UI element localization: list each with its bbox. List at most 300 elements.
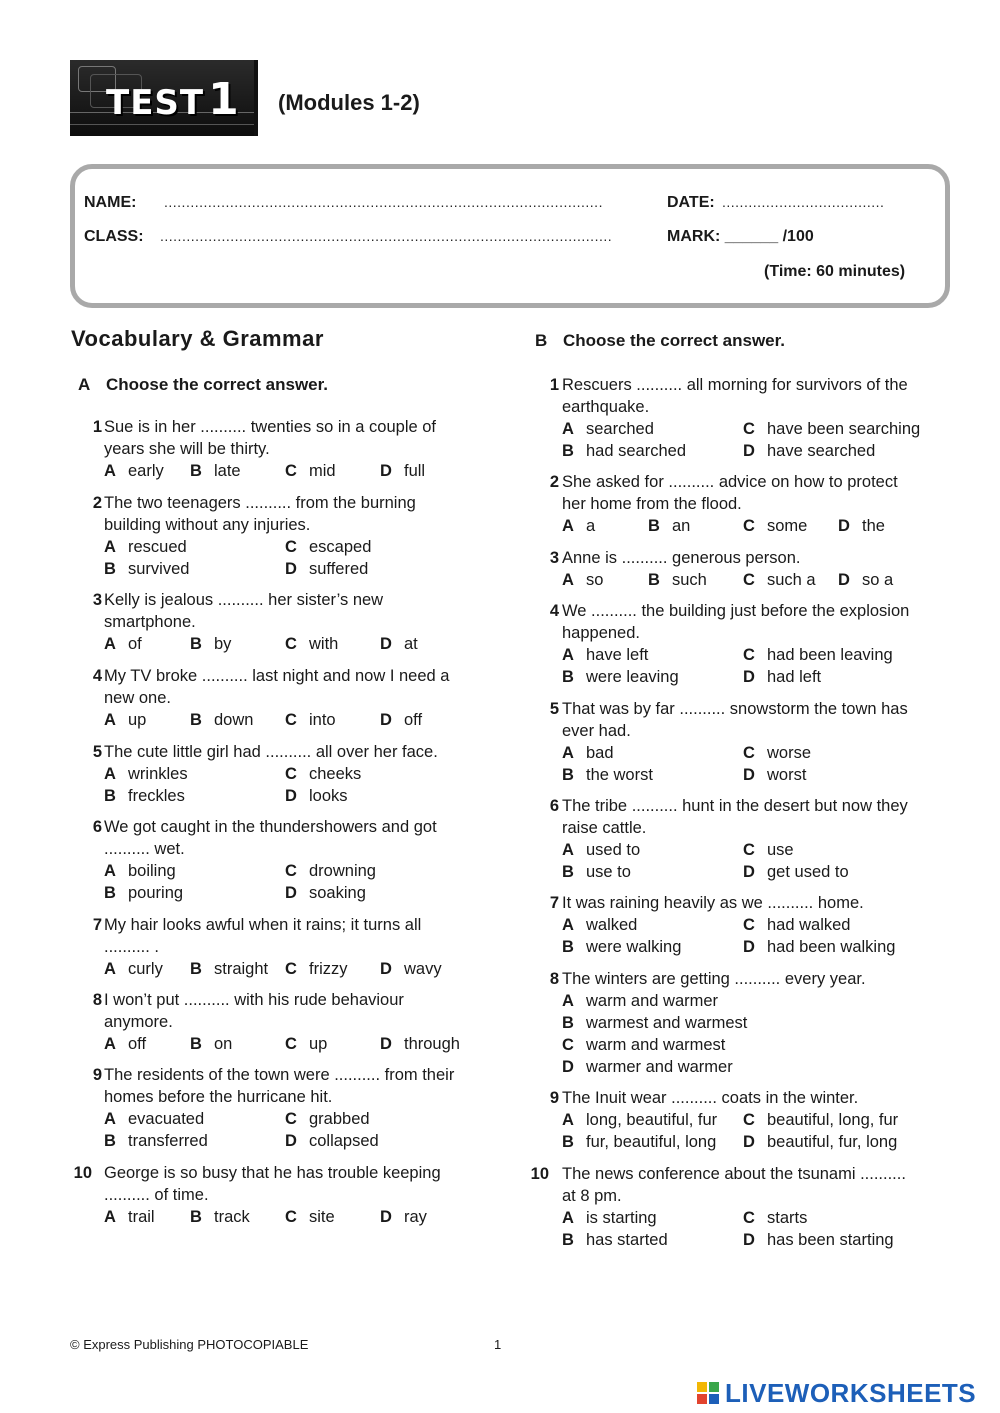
option-letter: D xyxy=(380,462,392,480)
option-d[interactable] xyxy=(838,569,893,591)
option-letter: C xyxy=(285,765,297,783)
option-a[interactable] xyxy=(562,1207,657,1229)
option-text: have left xyxy=(586,646,649,664)
option-a[interactable] xyxy=(562,1109,717,1131)
name-field[interactable]: .................................................................................................... xyxy=(164,194,603,210)
option-d[interactable] xyxy=(743,1229,894,1251)
option-text: frizzy xyxy=(309,960,348,978)
option-letter: B xyxy=(562,863,574,881)
option-letter: A xyxy=(562,744,574,762)
option-b[interactable] xyxy=(190,958,268,980)
option-text: such a xyxy=(767,571,816,589)
option-text: evacuated xyxy=(128,1110,205,1128)
option-text: such xyxy=(672,571,707,589)
option-d[interactable] xyxy=(838,515,885,537)
option-text: had left xyxy=(767,668,822,686)
option-b[interactable] xyxy=(190,460,241,482)
option-letter: C xyxy=(743,571,755,589)
question-text-line: The cute little girl had .......... all over her face. xyxy=(104,743,438,761)
class-field[interactable]: ....................................................................................................... xyxy=(160,228,613,244)
option-text: the xyxy=(862,517,885,535)
option-letter: B xyxy=(104,560,116,578)
question-text-line: .......... of time. xyxy=(104,1186,209,1204)
question-text-line: raise cattle. xyxy=(562,819,647,837)
option-letter: A xyxy=(562,1209,574,1227)
question-number: 8 xyxy=(92,991,102,1009)
option-c[interactable] xyxy=(285,709,336,731)
option-text: off xyxy=(128,1035,147,1053)
part-b-heading xyxy=(535,331,785,351)
option-letter: A xyxy=(104,1110,116,1128)
option-text: soaking xyxy=(309,884,366,902)
option-text: of xyxy=(128,635,142,653)
option-a[interactable] xyxy=(104,633,142,655)
question-number: 6 xyxy=(92,818,102,836)
option-c[interactable] xyxy=(743,515,807,537)
option-text: have been searching xyxy=(767,420,921,438)
option-letter: D xyxy=(285,884,297,902)
option-text: grabbed xyxy=(309,1110,370,1128)
option-letter: A xyxy=(104,960,116,978)
option-letter: B xyxy=(562,1231,574,1249)
option-b[interactable] xyxy=(104,785,185,807)
option-a[interactable] xyxy=(562,742,614,764)
option-c[interactable] xyxy=(743,1109,898,1131)
option-c[interactable] xyxy=(743,742,811,764)
option-text: boiling xyxy=(128,862,176,880)
option-text: collapsed xyxy=(309,1132,379,1150)
option-letter: D xyxy=(380,711,392,729)
option-a[interactable] xyxy=(104,1033,146,1055)
option-b[interactable] xyxy=(104,558,189,580)
option-c[interactable] xyxy=(285,1033,327,1055)
option-b[interactable] xyxy=(562,666,679,688)
option-a[interactable] xyxy=(562,839,640,861)
option-b[interactable] xyxy=(648,515,690,537)
option-text: were walking xyxy=(586,938,682,956)
option-c[interactable] xyxy=(562,1034,725,1056)
question-text-line: ever had. xyxy=(562,722,631,740)
option-b[interactable] xyxy=(190,1206,250,1228)
question-text-line: smartphone. xyxy=(104,613,196,631)
question-number: 5 xyxy=(549,700,559,718)
option-letter: D xyxy=(743,442,755,460)
option-letter: B xyxy=(562,442,574,460)
option-letter: C xyxy=(743,744,755,762)
option-letter: A xyxy=(104,1208,116,1226)
option-text: so a xyxy=(862,571,894,589)
option-letter: A xyxy=(104,765,116,783)
time-note: (Time: 60 minutes) xyxy=(764,263,906,280)
question-number: 3 xyxy=(549,549,559,567)
option-text: drowning xyxy=(309,862,376,880)
question-text-line: We .......... the building just before the explosion xyxy=(562,602,910,620)
option-c[interactable] xyxy=(285,633,338,655)
option-text: had been walking xyxy=(767,938,896,956)
option-b[interactable] xyxy=(562,936,681,958)
option-letter: B xyxy=(190,711,202,729)
option-a[interactable] xyxy=(104,460,164,482)
option-letter: A xyxy=(104,711,116,729)
option-letter: C xyxy=(285,1208,297,1226)
option-letter: B xyxy=(104,884,116,902)
option-text: ray xyxy=(404,1208,427,1226)
test-badge xyxy=(70,60,254,136)
option-letter: A xyxy=(104,538,116,556)
page-number: 1 xyxy=(494,1337,502,1352)
question-number: 5 xyxy=(92,743,102,761)
question-text-line: My hair looks awful when it rains; it turns all xyxy=(104,916,422,934)
option-c[interactable] xyxy=(285,763,361,785)
option-letter: D xyxy=(285,1132,297,1150)
option-text: wavy xyxy=(404,960,442,978)
question-number: 2 xyxy=(92,494,102,512)
option-letter: B xyxy=(104,1132,116,1150)
option-text: have searched xyxy=(767,442,876,460)
part-a-letter: A xyxy=(78,375,91,394)
option-b[interactable] xyxy=(190,1033,232,1055)
option-text: had searched xyxy=(586,442,686,460)
option-b[interactable] xyxy=(562,764,653,786)
option-text: by xyxy=(214,635,232,653)
option-d[interactable] xyxy=(380,1206,427,1228)
option-c[interactable] xyxy=(743,418,920,440)
option-text: off xyxy=(404,711,423,729)
option-letter: B xyxy=(648,517,660,535)
option-letter: D xyxy=(380,1035,392,1053)
part-b-instruction: Choose the correct answer. xyxy=(563,331,786,350)
option-text: track xyxy=(214,1208,250,1226)
option-b[interactable] xyxy=(104,882,183,904)
option-d[interactable] xyxy=(285,785,348,807)
option-text: worse xyxy=(767,744,812,762)
option-letter: A xyxy=(562,571,574,589)
section-title: Vocabulary & Grammar xyxy=(71,326,324,351)
question-number: 1 xyxy=(92,418,102,436)
option-text: warm and warmer xyxy=(586,992,719,1010)
option-text: worst xyxy=(767,766,807,784)
question-text-line: The residents of the town were .......... from their xyxy=(104,1066,455,1084)
liveworksheets-logo xyxy=(697,1378,976,1409)
option-letter: C xyxy=(743,517,755,535)
test-subtitle: (Modules 1-2) xyxy=(278,90,420,115)
option-b[interactable] xyxy=(562,1229,668,1251)
option-letter: C xyxy=(285,538,297,556)
option-text: fur, beautiful, long xyxy=(586,1133,717,1151)
question-number: 9 xyxy=(92,1066,102,1084)
option-a[interactable] xyxy=(562,418,654,440)
option-text: cheeks xyxy=(309,765,362,783)
option-text: warmest and warmest xyxy=(586,1014,748,1032)
option-d[interactable] xyxy=(380,633,418,655)
option-c[interactable] xyxy=(743,839,794,861)
option-d[interactable] xyxy=(743,936,895,958)
option-letter: A xyxy=(562,841,574,859)
option-letter: C xyxy=(743,1209,755,1227)
option-a[interactable] xyxy=(104,763,188,785)
class-label: CLASS: xyxy=(84,228,144,245)
option-d[interactable] xyxy=(743,764,806,786)
option-d[interactable] xyxy=(380,709,422,731)
liveworksheets-wordmark: LIVEWORKSHEETS xyxy=(725,1378,977,1408)
copyright-footer: © Express Publishing PHOTOCOPIABLE xyxy=(70,1337,309,1352)
badge-number: 1 xyxy=(208,74,240,125)
option-b[interactable] xyxy=(104,1130,208,1152)
date-field[interactable]: ..................................... xyxy=(722,194,885,210)
option-text: rescued xyxy=(128,538,187,556)
option-a[interactable] xyxy=(562,515,595,537)
option-letter: B xyxy=(562,1133,574,1151)
option-b[interactable] xyxy=(562,861,631,883)
option-letter: D xyxy=(285,560,297,578)
option-d[interactable] xyxy=(285,1130,379,1152)
option-b[interactable] xyxy=(562,440,686,462)
option-letter: A xyxy=(562,916,574,934)
option-text: a xyxy=(586,517,596,535)
question-text-line: George is so busy that he has trouble keeping xyxy=(104,1164,441,1182)
option-a[interactable] xyxy=(104,536,187,558)
question-text-line: her home from the flood. xyxy=(562,495,742,513)
option-c[interactable] xyxy=(743,569,816,591)
option-text: had walked xyxy=(767,916,851,934)
question-text-line: .......... . xyxy=(104,938,160,956)
option-letter: C xyxy=(285,635,297,653)
option-letter: B xyxy=(190,960,202,978)
option-a[interactable] xyxy=(562,990,718,1012)
option-letter: A xyxy=(562,1111,574,1129)
option-b[interactable] xyxy=(562,1131,716,1153)
option-d[interactable] xyxy=(743,440,875,462)
question-number: 1 xyxy=(549,376,559,394)
option-letter: D xyxy=(743,1133,755,1151)
option-text: walked xyxy=(586,916,638,934)
option-letter: D xyxy=(562,1058,574,1076)
option-letter: D xyxy=(743,766,755,784)
option-letter: A xyxy=(104,635,116,653)
option-d[interactable] xyxy=(743,1131,897,1153)
option-c[interactable] xyxy=(743,1207,807,1229)
option-letter: A xyxy=(562,992,574,1010)
question-text-line: building without any injuries. xyxy=(104,516,311,534)
question-text-line: She asked for .......... advice on how to protect xyxy=(562,473,898,491)
option-c[interactable] xyxy=(285,536,371,558)
option-b[interactable] xyxy=(648,569,707,591)
liveworksheets-icon xyxy=(697,1382,721,1406)
option-text: through xyxy=(404,1035,460,1053)
option-c[interactable] xyxy=(285,1108,370,1130)
option-letter: D xyxy=(838,517,850,535)
option-letter: D xyxy=(838,571,850,589)
option-c[interactable] xyxy=(743,914,850,936)
option-a[interactable] xyxy=(104,958,163,980)
option-text: full xyxy=(404,462,426,480)
option-letter: B xyxy=(190,462,202,480)
question-text-line: earthquake. xyxy=(562,398,650,416)
option-text: looks xyxy=(309,787,348,805)
option-a[interactable] xyxy=(562,644,648,666)
option-b[interactable] xyxy=(190,633,231,655)
option-d[interactable] xyxy=(743,861,849,883)
option-text: down xyxy=(214,711,254,729)
option-letter: C xyxy=(285,862,297,880)
question-number: 10 xyxy=(73,1164,92,1182)
option-a[interactable] xyxy=(104,1108,204,1130)
option-letter: A xyxy=(562,646,574,664)
option-letter: B xyxy=(190,1035,202,1053)
option-text: curly xyxy=(128,960,163,978)
option-text: long, beautiful, fur xyxy=(586,1111,718,1129)
option-letter: C xyxy=(285,1110,297,1128)
question-text-line: at 8 pm. xyxy=(562,1187,622,1205)
option-letter: D xyxy=(743,938,755,956)
option-letter: C xyxy=(285,960,297,978)
option-d[interactable] xyxy=(743,666,821,688)
option-letter: D xyxy=(743,1231,755,1249)
option-text: the worst xyxy=(586,766,653,784)
option-c[interactable] xyxy=(743,644,893,666)
option-letter: C xyxy=(743,916,755,934)
option-letter: D xyxy=(380,1208,392,1226)
option-text: used to xyxy=(586,841,641,859)
option-d[interactable] xyxy=(380,958,442,980)
option-text: an xyxy=(672,517,691,535)
option-letter: D xyxy=(285,787,297,805)
option-letter: C xyxy=(285,711,297,729)
option-letter: D xyxy=(380,635,392,653)
option-a[interactable] xyxy=(562,569,603,591)
option-letter: B xyxy=(562,766,574,784)
option-letter: B xyxy=(562,1014,574,1032)
option-text: at xyxy=(404,635,418,653)
part-a-instruction: Choose the correct answer. xyxy=(106,375,329,394)
option-d[interactable] xyxy=(562,1056,733,1078)
question-text-line: The winters are getting .......... every year. xyxy=(562,970,866,988)
option-text: into xyxy=(309,711,336,729)
option-text: use to xyxy=(586,863,631,881)
question-text-line: Rescuers .......... all morning for survivors of the xyxy=(562,376,908,394)
option-letter: C xyxy=(743,1111,755,1129)
question-text-line: My TV broke .......... last night and now I need a xyxy=(104,667,450,685)
question-number: 4 xyxy=(92,667,102,685)
option-text: some xyxy=(767,517,808,535)
option-d[interactable] xyxy=(285,558,368,580)
option-text: survived xyxy=(128,560,190,578)
question-text-line: That was by far .......... snowstorm the town has xyxy=(562,700,908,718)
part-a-heading xyxy=(78,375,328,395)
option-c[interactable] xyxy=(285,460,336,482)
option-letter: A xyxy=(104,462,116,480)
option-c[interactable] xyxy=(285,1206,335,1228)
option-b[interactable] xyxy=(562,1012,747,1034)
question-text-line: new one. xyxy=(104,689,171,707)
option-text: beautiful, fur, long xyxy=(767,1133,898,1151)
question-text-line: Kelly is jealous .......... her sister’s new xyxy=(104,591,384,609)
question-number: 6 xyxy=(549,797,559,815)
option-text: so xyxy=(586,571,604,589)
option-a[interactable] xyxy=(562,914,637,936)
option-letter: B xyxy=(648,571,660,589)
question-number: 3 xyxy=(92,591,102,609)
question-text-line: happened. xyxy=(562,624,640,642)
option-d[interactable] xyxy=(285,882,366,904)
option-c[interactable] xyxy=(285,860,376,882)
option-text: were leaving xyxy=(586,668,679,686)
option-text: has been starting xyxy=(767,1231,894,1249)
option-letter: B xyxy=(190,1208,202,1226)
option-text: wrinkles xyxy=(128,765,188,783)
question-number: 7 xyxy=(549,894,559,912)
option-text: late xyxy=(214,462,241,480)
option-letter: D xyxy=(380,960,392,978)
option-text: freckles xyxy=(128,787,185,805)
option-text: transferred xyxy=(128,1132,208,1150)
question-text-line: It was raining heavily as we .......... home. xyxy=(562,894,864,912)
question-text-line: I won’t put .......... with his rude behaviour xyxy=(104,991,404,1009)
question-number: 9 xyxy=(549,1089,559,1107)
option-text: is starting xyxy=(586,1209,657,1227)
option-letter: B xyxy=(562,668,574,686)
option-a[interactable] xyxy=(104,1206,155,1228)
option-text: trail xyxy=(128,1208,155,1226)
option-letter: A xyxy=(104,1035,116,1053)
option-letter: C xyxy=(743,420,755,438)
option-letter: C xyxy=(285,462,297,480)
option-letter: A xyxy=(104,862,116,880)
question-text-line: We got caught in the thundershowers and got xyxy=(104,818,437,836)
name-label: NAME: xyxy=(84,194,137,211)
question-text-line: The news conference about the tsunami .......... xyxy=(562,1165,906,1183)
option-d[interactable] xyxy=(380,1033,460,1055)
question-text-line: anymore. xyxy=(104,1013,173,1031)
option-letter: B xyxy=(104,787,116,805)
option-letter: A xyxy=(562,420,574,438)
option-text: straight xyxy=(214,960,269,978)
question-number: 10 xyxy=(530,1165,549,1183)
option-letter: D xyxy=(743,863,755,881)
question-text-line: homes before the hurricane hit. xyxy=(104,1088,333,1106)
option-text: pouring xyxy=(128,884,184,902)
header-divider xyxy=(254,60,258,136)
date-label: DATE: xyxy=(667,194,715,211)
option-letter: C xyxy=(743,841,755,859)
option-a[interactable] xyxy=(104,860,176,882)
question-number: 2 xyxy=(549,473,559,491)
option-text: bad xyxy=(586,744,614,762)
option-text: early xyxy=(128,462,164,480)
option-text: get used to xyxy=(767,863,849,881)
question-number: 4 xyxy=(549,602,559,620)
option-text: has started xyxy=(586,1231,668,1249)
mark-label: MARK: ______ /100 xyxy=(667,228,814,245)
option-text: warm and warmest xyxy=(586,1036,726,1054)
option-text: escaped xyxy=(309,538,372,556)
question-number: 8 xyxy=(549,970,559,988)
option-letter: A xyxy=(562,517,574,535)
question-text-line: Anne is .......... generous person. xyxy=(562,549,801,567)
option-text: starts xyxy=(767,1209,808,1227)
option-letter: C xyxy=(285,1035,297,1053)
option-letter: C xyxy=(743,646,755,664)
option-d[interactable] xyxy=(380,460,425,482)
option-letter: B xyxy=(562,938,574,956)
option-b[interactable] xyxy=(190,709,253,731)
option-letter: B xyxy=(190,635,202,653)
option-text: on xyxy=(214,1035,233,1053)
option-c[interactable] xyxy=(285,958,348,980)
option-a[interactable] xyxy=(104,709,146,731)
option-text: had been leaving xyxy=(767,646,893,664)
question-text-line: The two teenagers .......... from the burning xyxy=(104,494,416,512)
